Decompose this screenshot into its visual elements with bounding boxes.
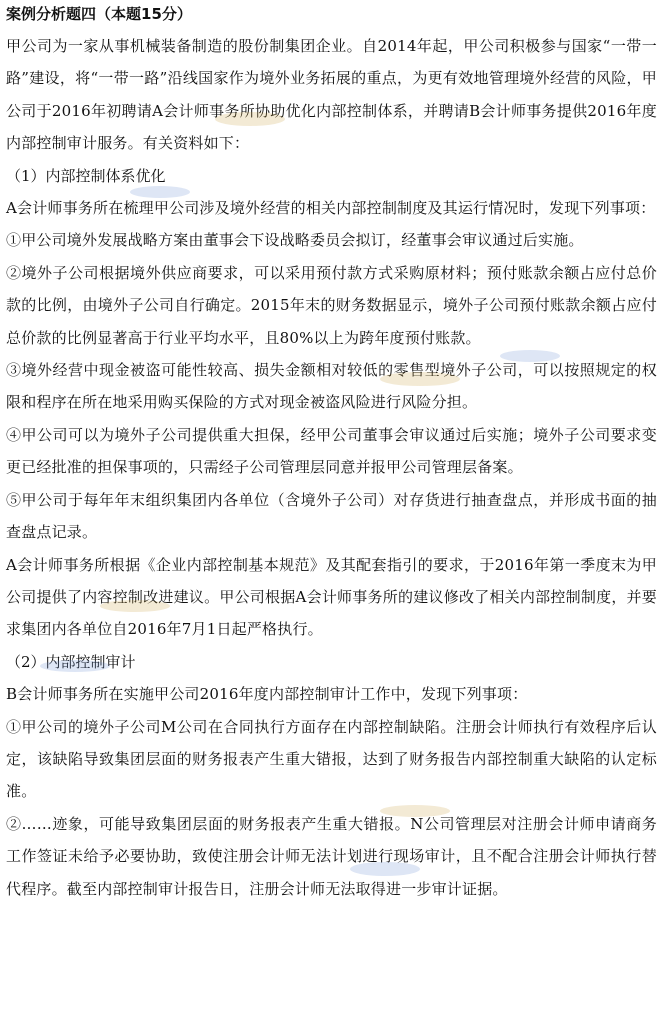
item-1-5: ⑤甲公司于每年年末组织集团内各单位（含境外子公司）对存货进行抽查盘点，并形成书面的抽查盘点记录。 xyxy=(6,490,657,542)
item-2-1: ①甲公司的境外子公司M公司在合同执行方面存在内部控制缺陷。注册会计师执行有效程序后认定，该缺陷导致集团层面的财务报表产生重大错报，达到了财务报告内部控制重大缺陷的认定标准。 xyxy=(6,717,657,801)
item-1-4: ④甲公司可以为境外子公司提供重大担保，经甲公司董事会审议通过后实施；境外子公司要求变更已经批准的担保事项的，只需经子公司管理层同意并报甲公司管理层备案。 xyxy=(6,425,657,477)
intro-paragraph: 甲公司为一家从事机械装备制造的股份制集团企业。自2014年起，甲公司积极参与国家“一带一路”建设，将“一带一路”沿线国家作为境外业务拓展的重点，为更有效地管理境外经营的风险，甲公司于2016年初聘请A会计师事务所协助优化内部控制体系，并聘请B会计师事务提供2016年度内部控制审计服务。有关资料如下： xyxy=(6,37,657,153)
item-2-2: ②……迹象，可能导致集团层面的财务报表产生重大错报。N公司管理层对注册会计师申请商务工作签证未给予必要协助，致使注册会计师无法计划进行现场审计，且不配合注册会计师执行替代程序。截至内部控制审计报告日，注册会计师无法取得进一步审计证据。 xyxy=(6,814,657,898)
question-title: 案例分析题四（本题15分） xyxy=(6,5,192,23)
section-2-intro: B会计师事务所在实施甲公司2016年度内部控制审计工作中，发现下列事项： xyxy=(6,685,528,704)
item-1-3: ③境外经营中现金被盗可能性较高、损失金额相对较低的零售型境外子公司，可以按照规定的权限和程序在所在地采用购买保险的方式对现金被盗风险进行风险分担。 xyxy=(6,361,657,412)
section-1-heading: （1）内部控制体系优化 xyxy=(6,166,166,185)
item-1-1: ①甲公司境外发展战略方案由董事会下设战略委员会拟订，经董事会审议通过后实施。 xyxy=(6,231,584,250)
item-1-2: ②境外子公司根据境外供应商要求，可以采用预付款方式采购原材料；预付账款余额占应付总价款的比例，由境外子公司自行确定。2015年末的财务数据显示，境外子公司预付账款余额占应付总价款的比例显著高于行业平均水平，且80%以上为跨年度预付账款。 xyxy=(6,263,657,347)
section-1-intro: A会计师事务所在梳理甲公司涉及境外经营的相关内部控制制度及其运行情况时，发现下列事项： xyxy=(6,199,656,218)
section-2-heading: （2）内部控制审计 xyxy=(6,652,136,671)
section-1-conclusion: A会计师事务所根据《企业内部控制基本规范》及其配套指引的要求，于2016年第一季度末为甲公司提供了内容控制改进建议。甲公司根据A会计师事务所的建议修改了相关内部控制制度，并要求集团内各单位自2016年7月1日起严格执行。 xyxy=(6,555,657,639)
